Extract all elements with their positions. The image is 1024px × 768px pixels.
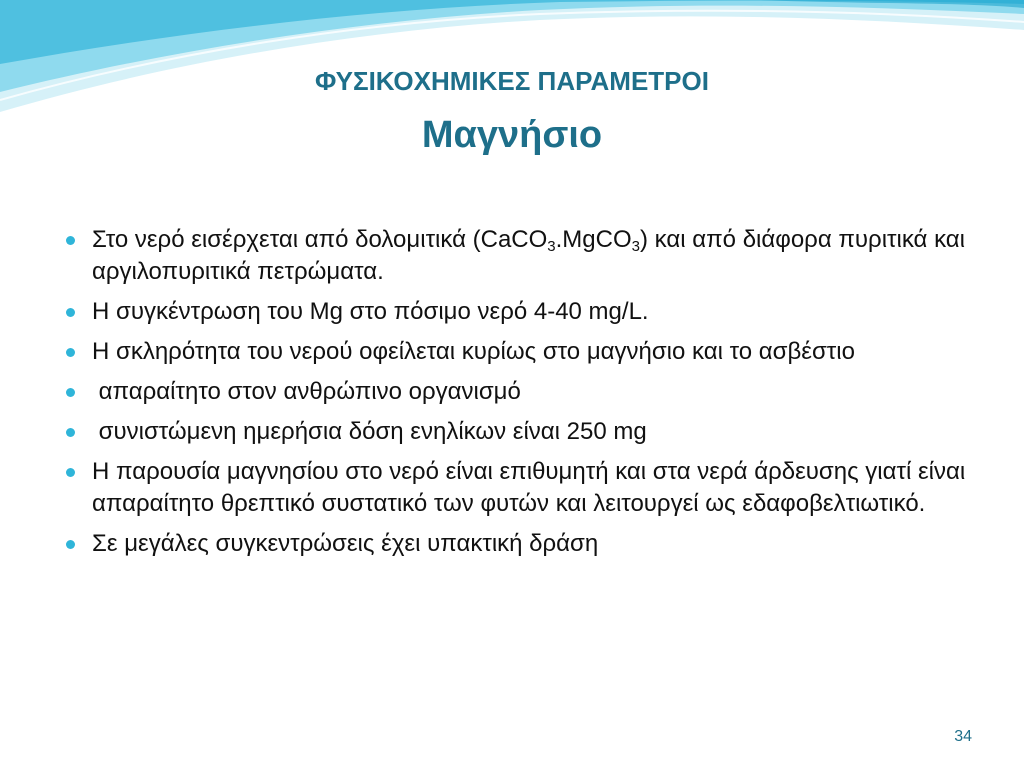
slide-subtitle: Μαγνήσιο (421, 114, 603, 156)
bullet-text: Η συγκέντρωση του Mg στο πόσιμο νερό 4-40 mg/L. (92, 298, 649, 325)
bullet-text: απαραίτητο στον ανθρώπινο οργανισμό (92, 378, 521, 405)
bullet-text-part: ) και από διάφορα πυριτικά και αργιλοπυριτικά πετρώματα. (92, 226, 966, 285)
bullet-dot-icon (66, 348, 75, 357)
bullet-dot-icon (66, 428, 75, 437)
bullet-dot-icon (66, 468, 75, 477)
bullet-text-part: Στο νερό εισέρχεται από δολομιτικά (CaCO (92, 226, 548, 253)
bullet-text: Η παρουσία μαγνησίου στο νερό είναι επιθυμητή και στα νερά άρδευσης γιατί είναι απαραίτητο θρεπτικό συστατικό των φυτών και λειτουργεί ως εδαφοβελτιωτικό. (92, 458, 966, 517)
bullet-text: Σε μεγάλες συγκεντρώσεις έχει υπακτική δράση (92, 530, 599, 557)
bullet-item (62, 528, 972, 560)
bullet-text: συνιστώμενη ημερήσια δόση ενηλίκων είναι 250 mg (92, 418, 647, 445)
bullet-item (62, 416, 972, 448)
bullet-list (62, 224, 972, 568)
bullet-item (62, 376, 972, 408)
bullet-item (62, 296, 972, 328)
subscript: 3 (631, 238, 640, 255)
subscript: 3 (547, 238, 556, 255)
bullet-dot-icon (66, 308, 75, 317)
bullet-dot-icon (66, 540, 75, 549)
bullet-item (62, 336, 972, 368)
decorative-wave-header (0, 0, 1024, 120)
bullet-item (62, 224, 972, 288)
bullet-text: Η σκληρότητα του νερού οφείλεται κυρίως στο μαγνήσιο και το ασβέστιο (92, 338, 855, 365)
bullet-dot-icon (66, 388, 75, 397)
bullet-dot-icon (66, 236, 75, 245)
bullet-item (62, 456, 972, 520)
page-number: 34 (954, 728, 972, 745)
bullet-text-part: .MgCO (555, 226, 632, 253)
slide-title: ΦΥΣΙΚΟΧΗΜΙΚΕΣ ΠΑΡΑΜΕΤΡΟΙ (315, 66, 709, 96)
